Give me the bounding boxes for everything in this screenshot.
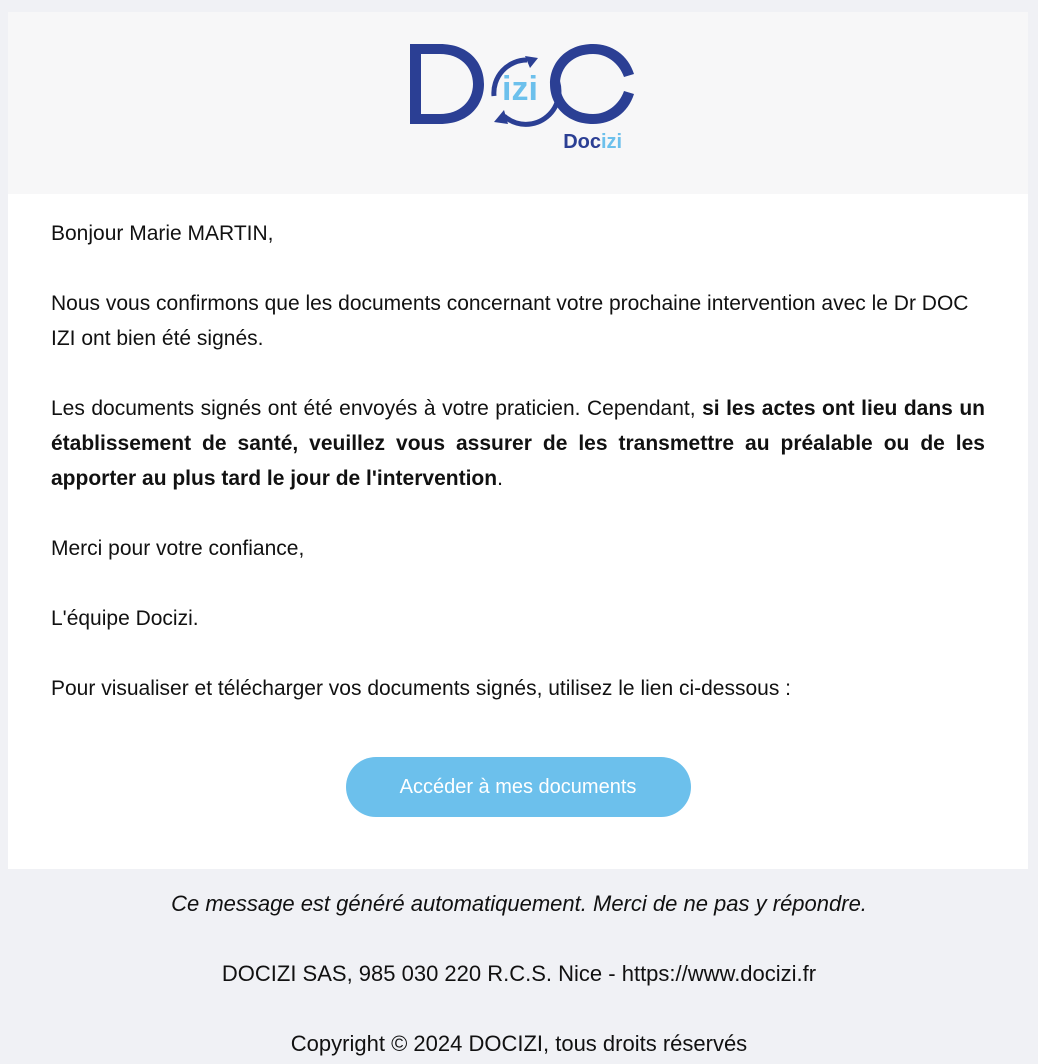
auto-message-text: Ce message est généré automatiquement. Merci de ne pas y répondre.	[171, 891, 867, 916]
thanks-text: Merci pour votre confiance,	[51, 537, 305, 560]
email-body	[51, 216, 985, 741]
cta-container	[8, 757, 1028, 817]
sent-documents-paragraph	[51, 391, 985, 496]
greeting: Bonjour Marie MARTIN,	[51, 222, 274, 245]
email-header	[8, 12, 1028, 194]
link-intro-text: Pour visualiser et télécharger vos documents signés, utilisez le lien ci-dessous :	[51, 677, 792, 700]
sent-bold-text: si les actes ont lieu dans un établissement de santé, veuillez vous assurer de les transmettre au préalable ou de les apporter au plus tard le jour de l'intervention	[51, 397, 985, 490]
sent-intro-text: Les documents signés ont été envoyés à votre praticien. Cependant,	[51, 397, 703, 420]
logo-wordmark-izi: izi	[601, 131, 623, 153]
access-documents-button[interactable]: Accéder à mes documents	[346, 757, 691, 817]
logo-wordmark-doc: Doc	[563, 131, 601, 153]
copyright-text: Copyright © 2024 DOCIZI, tous droits réservés	[290, 1031, 748, 1056]
docizi-logo-graphic	[396, 38, 646, 154]
signature-text: L'équipe Docizi.	[51, 607, 199, 630]
docizi-logo	[396, 38, 646, 154]
logo-izi-letters: izi	[502, 70, 538, 108]
email-card	[8, 12, 1028, 869]
logo-d-letter	[410, 44, 484, 124]
logo-c-letter	[550, 44, 634, 124]
confirmation-paragraph: Nous vous confirmons que les documents concernant votre prochaine intervention avec le Dr DOC IZI ont bien été signés.	[51, 292, 969, 350]
company-info-text: DOCIZI SAS, 985 030 220 R.C.S. Nice - https://www.docizi.fr	[221, 961, 817, 986]
sent-end-text: .	[497, 467, 503, 490]
logo-arrow-bottom-icon	[494, 110, 508, 124]
